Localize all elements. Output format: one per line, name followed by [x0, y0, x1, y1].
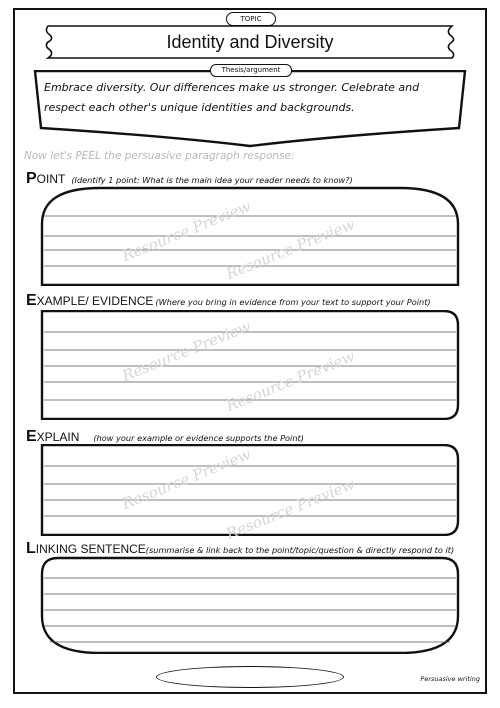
thesis-label: Thesis/argument [210, 64, 292, 77]
heading-hint: (Identify 1 point: What is the main idea your reader needs to know?) [71, 175, 353, 185]
linking-writing-box[interactable] [40, 556, 460, 654]
peel-intro: Now let's PEEL the persuasive paragraph response: [24, 150, 295, 162]
footer-label: Persuasive writing [420, 675, 480, 683]
watermark: Resource Preview [119, 445, 254, 513]
heading-hint: (summarise & link back to the point/topic/question & directly respond to it) [145, 545, 455, 555]
watermark: Resource Preview [119, 197, 254, 265]
heading-cap: L [26, 540, 36, 557]
heading-example [26, 292, 431, 310]
explain-writing-box[interactable] [40, 444, 460, 536]
topic-label: TOPIC [226, 12, 276, 26]
heading-cap: P [26, 170, 37, 187]
watermark: Resource Preview [223, 475, 358, 543]
example-writing-box[interactable] [40, 310, 460, 420]
page-title: Identity and Diversity [166, 32, 334, 52]
heading-rest: XAMPLE/ EVIDENCE [36, 294, 154, 308]
watermark: Resource Preview [223, 347, 358, 415]
point-writing-box[interactable] [40, 186, 460, 286]
footer-name-oval[interactable] [156, 666, 344, 688]
heading-cap: E [26, 292, 37, 309]
heading-hint: (how your example or evidence supports the Point) [93, 433, 304, 443]
heading-hint: (Where you bring in evidence from your text to support your Point) [155, 297, 431, 307]
heading-rest: INKING SENTENCE [35, 542, 146, 556]
watermark: Resource Preview [119, 317, 254, 385]
heading-rest: XPLAIN [36, 430, 80, 444]
heading-cap: E [26, 428, 37, 445]
heading-rest: OINT [36, 172, 66, 186]
thesis-text: Embrace diversity. Our differences make us stronger. Celebrate and respect each other's unique identities and backgrounds. [44, 81, 420, 114]
watermark: Resource Preview [223, 215, 358, 283]
